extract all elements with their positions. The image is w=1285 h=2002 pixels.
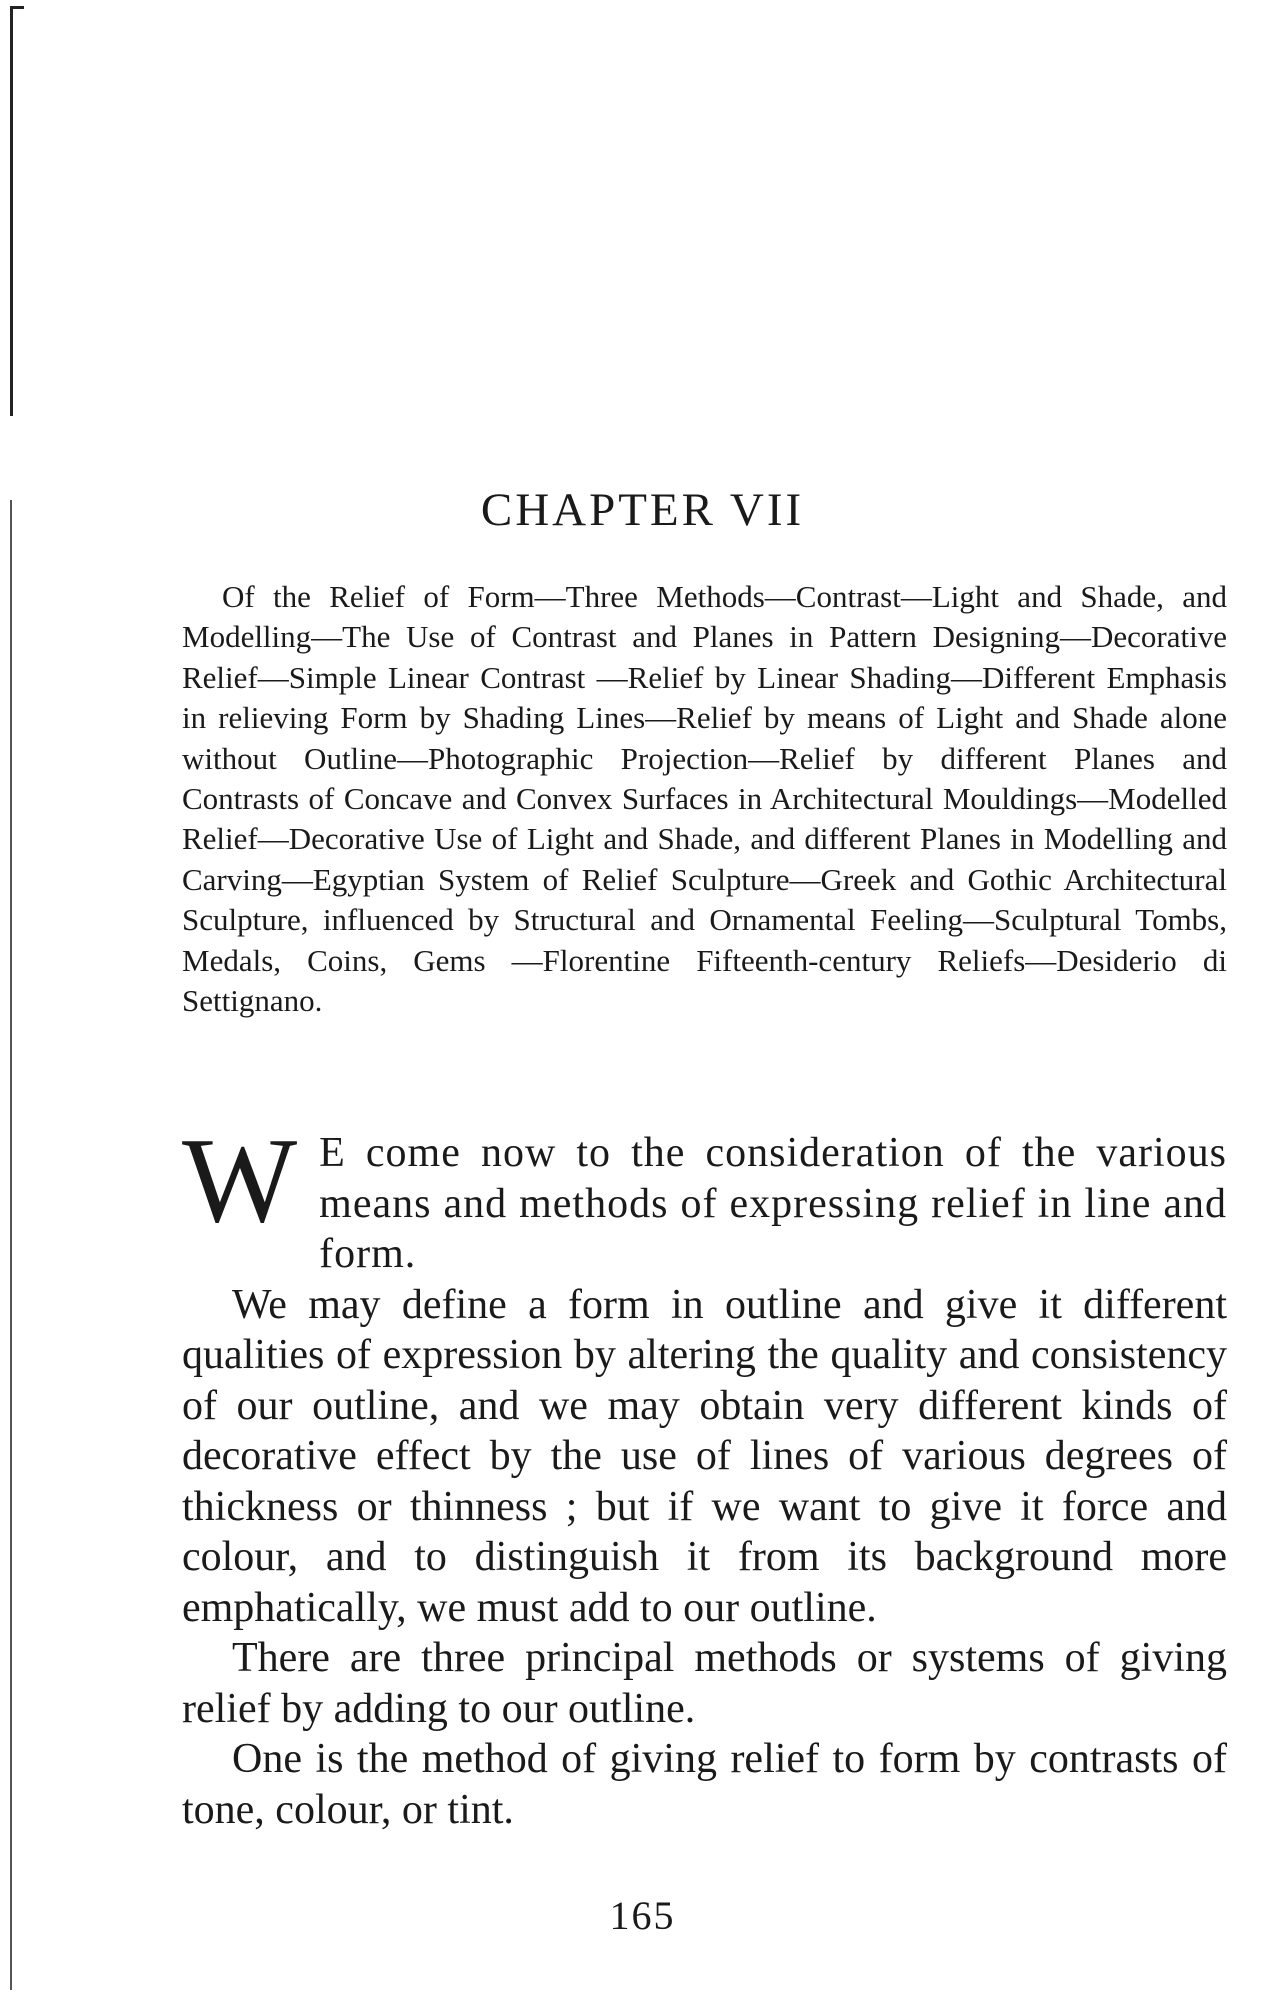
page-number: 165 bbox=[609, 1893, 676, 1938]
paragraph-1 bbox=[182, 1113, 1227, 1280]
scan-edge-hook bbox=[10, 6, 24, 9]
paragraph-4: One is the method of giving relief to form by contrasts of tone, colour, or tint. bbox=[182, 1736, 1227, 1833]
paragraph-2: We may define a form in outline and give it different qualities of expression by altering the quality and consistency of our outline, and we may obtain very different kinds of decorative effect by the use of lines of various degrees of thickness or thinness ; but if we want to give it force and colour, and to distinguish it from its background more emphatically, we must add to our outline. bbox=[182, 1281, 1227, 1631]
body-text bbox=[182, 1113, 1227, 1835]
scan-edge-line-bottom bbox=[10, 500, 12, 1990]
paragraph-3: There are three principal methods or systems of giving relief by adding to our outline. bbox=[182, 1635, 1227, 1732]
chapter-title: CHAPTER VII bbox=[480, 484, 805, 536]
chapter-summary-text: Of the Relief of Form—Three Methods—Contrast—Light and Shade, and Modelling—The Use of Contrast and Planes in Pattern Designing—Decorative Relief—Simple Linear Contrast —Relief by Linear Shading—Different Emphasis in relieving Form by Shading Lines—Relief by means of Light and Shade alone without Outline—Photographic Projection—Relief by different Planes and Contrasts of Concave and Convex Surfaces in Architectural Mouldings—Modelled Relief—Decorative Use of Light and Shade, and different Planes in Modelling and Carving—Egyptian System of Relief Sculpture—Greek and Gothic Architectural Sculpture, influenced by Structural and Ornamental Feeling—Sculptural Tombs, Medals, Coins, Gems —Florentine Fifteenth-century Reliefs—Desiderio di Settignano. bbox=[182, 579, 1227, 1019]
scan-edge-line-top bbox=[10, 6, 13, 416]
drop-cap: W bbox=[182, 1113, 298, 1248]
paragraph-1-text: E come now to the consideration of the various means and methods of expressing relief in line and form. bbox=[319, 1130, 1227, 1277]
chapter-summary bbox=[182, 577, 1227, 1021]
